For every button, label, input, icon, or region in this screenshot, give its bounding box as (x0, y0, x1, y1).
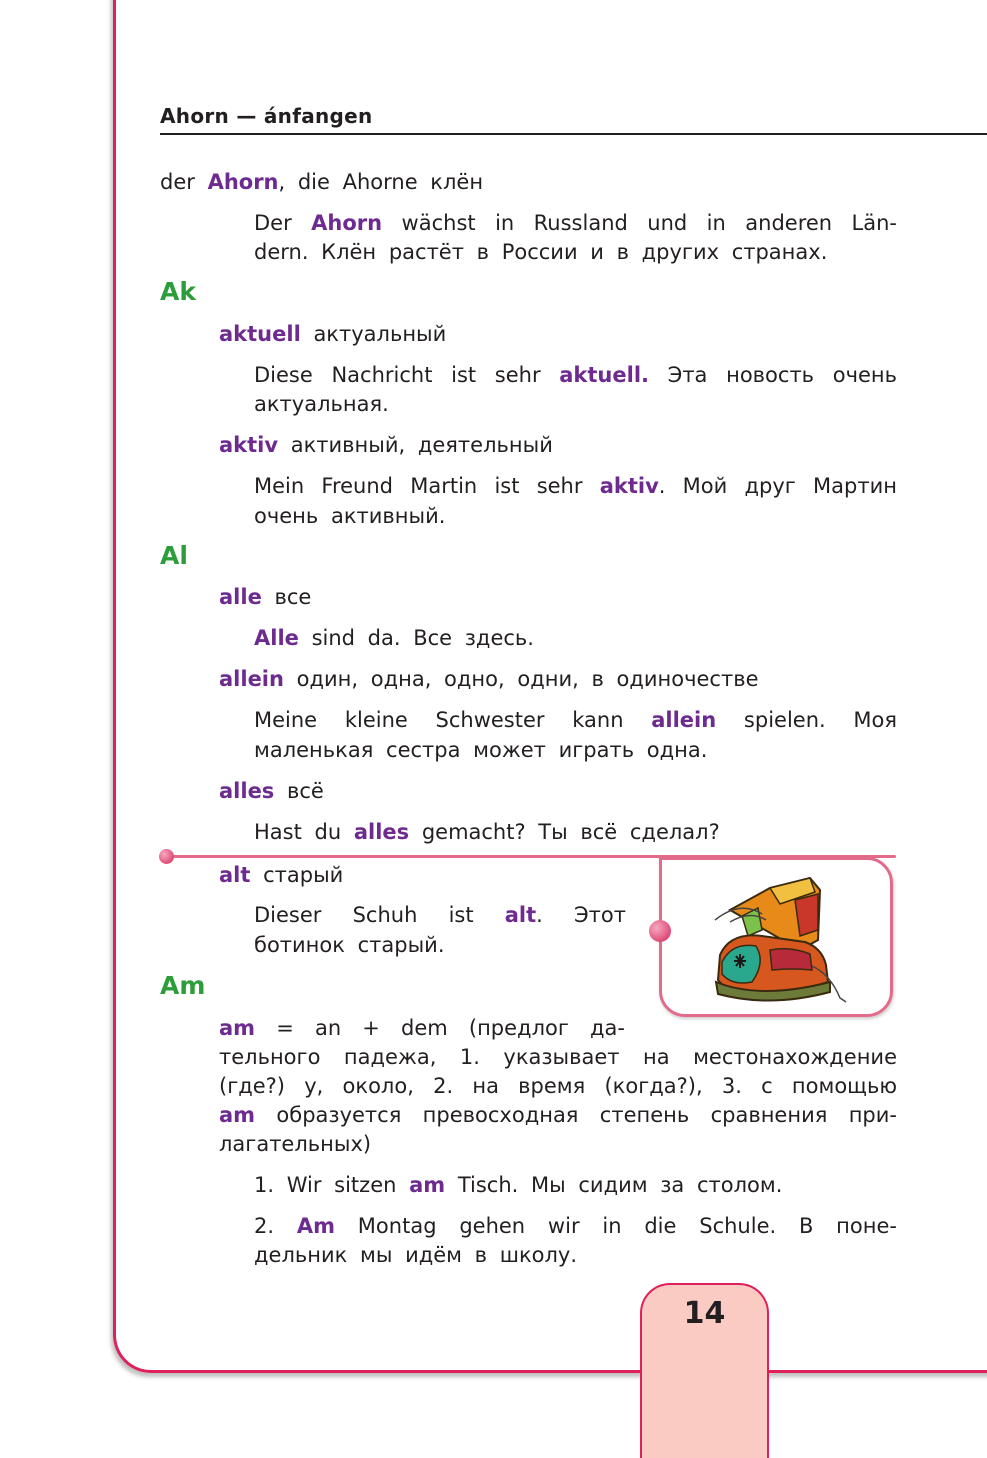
example-aktuell-1 (254, 361, 897, 390)
headword: aktiv (599, 474, 659, 498)
entry-ahorn (160, 168, 483, 197)
section-ak: Ak (160, 277, 196, 306)
headword: Ahorn (311, 211, 383, 235)
translation: один, одна, одно, одни, в одиночестве (283, 667, 759, 691)
translation: всё (274, 779, 324, 803)
example-text: sind da. Все здесь. (298, 626, 534, 650)
headword: aktiv (219, 433, 279, 457)
example-aktuell-2: актуальная. (254, 392, 389, 416)
entry-aktiv (219, 431, 553, 460)
headword: Ahorn (207, 170, 279, 194)
decorative-dot (649, 920, 671, 942)
example-text: Эта новость очень (649, 363, 897, 387)
example-text: . Мой друг Мартин (658, 474, 897, 498)
example-ahorn-2: dern. Клён растёт в России и в других странах. (254, 240, 828, 264)
example-alles (254, 818, 720, 847)
example-text: 1. Wir sitzen (254, 1173, 410, 1197)
definition-text: образуется превосходная степень сравнения при- (255, 1103, 897, 1127)
section-al: Al (160, 541, 188, 570)
headword: alle (219, 585, 262, 609)
translation: актуальный (300, 322, 447, 346)
example-text: Diese Nachricht ist sehr (254, 363, 560, 387)
entry-allein (219, 665, 759, 694)
translation: активный, деятельный (278, 433, 553, 457)
entry-text: der (160, 170, 208, 194)
example-am-2 (254, 1212, 897, 1241)
example-text: gemacht? Ты всё сделал? (409, 820, 720, 844)
entry-am-1 (219, 1014, 625, 1043)
example-aktiv-1 (254, 472, 897, 501)
entry-aktuell (219, 320, 446, 349)
example-allein-2: маленькая сестра может играть одна. (254, 738, 708, 762)
example-text: Montag gehen wir in die Schule. В поне- (335, 1214, 897, 1238)
entry-text: , die Ahorne клён (278, 170, 484, 194)
headword: am (219, 1103, 256, 1127)
example-text: wächst in Russland und in anderen Län- (382, 211, 897, 235)
headword: aktuell. (559, 363, 649, 387)
entry-am-2: тельного падежа, 1. указывает на местонахождение (219, 1045, 897, 1069)
example-ahorn-1 (254, 209, 897, 238)
headword: am (219, 1016, 256, 1040)
example-alt-2: ботинок старый. (254, 933, 445, 957)
example-text: 2. (254, 1214, 297, 1238)
example-am-1 (254, 1171, 782, 1200)
example-am-3: дельник мы идём в школу. (254, 1243, 578, 1267)
example-text: Hast du (254, 820, 354, 844)
entry-am-4 (219, 1101, 897, 1130)
headword: Alle (254, 626, 299, 650)
header-rule (160, 133, 987, 135)
page-number: 14 (683, 1296, 726, 1331)
example-text: Der (254, 211, 312, 235)
entry-alle (219, 583, 311, 612)
headword: alt (219, 863, 251, 887)
example-alt-1 (254, 901, 626, 930)
example-text: spielen. Моя (716, 708, 897, 732)
example-text: Mein Freund Martin ist sehr (254, 474, 600, 498)
entry-alles (219, 777, 324, 806)
example-text: Meine kleine Schwester kann (254, 708, 652, 732)
example-aktiv-2: очень активный. (254, 504, 446, 528)
headword: alt (504, 903, 537, 927)
headword: am (409, 1173, 446, 1197)
entry-am-3: (где?) у, около, 2. на время (когда?), 3. с помощью (219, 1074, 897, 1098)
headword: Am (296, 1214, 335, 1238)
example-alle (254, 624, 534, 653)
decorative-dot (159, 849, 174, 864)
example-text: Dieser Schuh ist (254, 903, 505, 927)
headword: alles (353, 820, 410, 844)
translation: старый (250, 863, 344, 887)
running-head: Ahorn — ánfangen (160, 104, 373, 128)
headword: allein (219, 667, 284, 691)
entry-am-5: лагательных) (219, 1132, 372, 1156)
old-boot-icon (700, 870, 850, 1010)
section-am: Am (160, 971, 206, 1000)
headword: alles (219, 779, 275, 803)
translation: все (261, 585, 312, 609)
example-text: Tisch. Мы сидим за столом. (445, 1173, 783, 1197)
headword: allein (651, 708, 717, 732)
headword: aktuell (219, 322, 301, 346)
entry-alt (219, 861, 343, 890)
example-allein-1 (254, 706, 897, 735)
example-text: . Этот (536, 903, 626, 927)
definition-text: = an + dem (предлог да- (255, 1016, 625, 1040)
